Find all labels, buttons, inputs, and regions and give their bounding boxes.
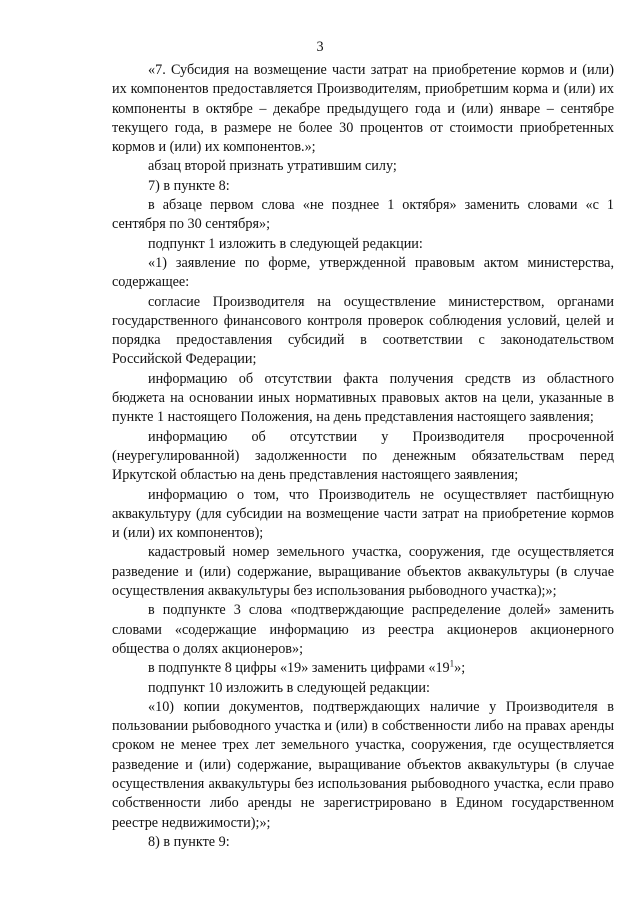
paragraph-item-7: 7) в пункте 8: <box>148 177 230 194</box>
paragraph-subitem-8-change <box>112 659 614 678</box>
paragraph-consent: согласие Производителя на осуществление министерством, органами государственного финансового контроля проверок соблюдения условий, целей и порядка предоставления субсидий в соответствии с законодательством Российской Федерации; <box>112 293 614 368</box>
paragraph-subitem-3-change: в подпункте 3 слова «подтверждающие распределение долей» заменить словами «содержащие информацию из реестра акционеров акционерного общества о долях акционеров»; <box>112 602 614 657</box>
paragraph-second-abzac: абзац второй признать утратившим силу; <box>148 158 397 175</box>
superscript-index: 1 <box>449 658 455 669</box>
paragraph-deadline-change: в абзаце первом слова «не позднее 1 октября» заменить словами «с 1 сентября по 30 сентября»; <box>112 197 614 233</box>
paragraph-subitem-10-intro: подпункт 10 изложить в следующей редакции: <box>148 679 430 696</box>
page-number: 3 <box>316 39 324 55</box>
paragraph-no-debt: информацию об отсутствии у Производителя просроченной (неурегулированной) задолженности по денежным обязательствам перед Иркутской областью на день представления настоящего заявления; <box>112 428 614 484</box>
paragraph-item-8: 8) в пункте 9: <box>148 833 230 850</box>
subitem-8-text-after: »; <box>454 660 466 677</box>
paragraph-subitem-1-intro: подпункт 1 изложить в следующей редакции: <box>148 235 423 252</box>
paragraph-documents-copies: «10) копии документов, подтверждающих наличие у Производителя в пользовании рыбоводного участка и (или) в собственности либо на правах аренды сроком не менее трех лет земельного участка, сооружения, где осуществляется разведение и (или) содержание, выращивание объектов аквакультуры (в случае осуществления аквакультуры без использования рыбоводного участка, если право собственности либо аренды не зарегистрировано в Едином государственном реестре недвижимости);»; <box>112 698 614 831</box>
subitem-8-text-before: в подпункте 8 цифры «19» заменить цифрами «19 <box>148 660 450 677</box>
paragraph-no-pasture-aquaculture: информацию о том, что Производитель не осуществляет пастбищную аквакультуру (для субсидии на возмещение части затрат на приобретение кормов и (или) их компонентов); <box>112 486 614 542</box>
paragraph-cadastral-number: кадастровый номер земельного участка, сооружения, где осуществляется разведение и (или) содержание, выращивание объектов аквакультуры (в случае осуществления аквакультуры без использования рыбоводного участка);»; <box>112 544 614 600</box>
paragraph-application-form: «1) заявление по форме, утвержденной правовым актом министерства, содержащее: <box>112 254 614 291</box>
paragraph-subsidy-clause-7: «7. Субсидия на возмещение части затрат на приобретение кормов и (или) их компонентов предоставляется Производителям, приобретшим корма и (или) их компоненты в октябре – декабре предыдущего года и (или) январе – сентябре текущего года, в размере не более 30 процентов от стоимости приобретенных кормов и (или) их компонентов.»; <box>112 62 614 156</box>
paragraph-no-budget-funds: информацию об отсутствии факта получения средств из областного бюджета на основании иных нормативных правовых актов на цели, указанные в пункте 1 настоящего Положения, на день представления настоящего заявления; <box>112 370 614 426</box>
document-body <box>112 61 614 852</box>
